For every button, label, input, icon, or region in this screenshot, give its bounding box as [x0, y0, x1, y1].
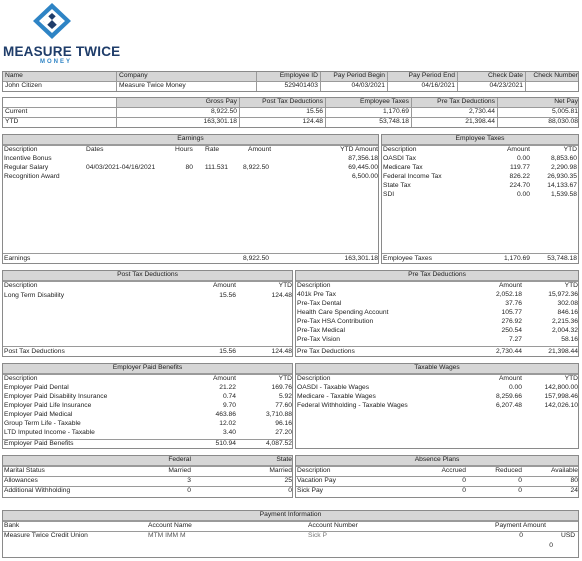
wh-label: Marital Status — [4, 467, 45, 474]
tax-ytd: 1,539.58 — [550, 191, 577, 198]
employee-id: 529401403 — [284, 82, 318, 89]
earn-hours: 80 — [185, 164, 193, 171]
pay-account-name: MTM IMM M — [148, 532, 186, 539]
col-period-begin: Pay Period Begin — [333, 72, 385, 79]
ben-ytd: 77.60 — [275, 402, 292, 409]
pre-hdr-desc: Description — [297, 282, 331, 289]
ben-amount: 0.74 — [222, 393, 236, 400]
wage-hdr-ytd: YTD — [564, 375, 578, 382]
post-hdr-ytd: YTD — [278, 282, 292, 289]
pay-hdr-account-name: Account Name — [148, 522, 192, 529]
tax-ytd: 8,853.60 — [550, 155, 577, 162]
ytd-post-tax: 124.48 — [302, 118, 323, 125]
brand-sub: MONEY — [40, 59, 73, 65]
post-total-label: Post Tax Deductions — [4, 348, 65, 355]
earn-desc: Recognition Award — [4, 173, 60, 180]
wage-hdr-desc: Description — [297, 375, 331, 382]
abs-hdr-accrued: Accrued — [441, 467, 466, 474]
check-date: 04/23/2021 — [489, 82, 523, 89]
pay-currency: USD — [561, 532, 576, 539]
pay-hdr-account-number: Account Number — [308, 522, 358, 529]
ben-amount: 21.22 — [219, 384, 236, 391]
ben-desc: Employer Paid Dental — [4, 384, 69, 391]
wage-amount: 8,259.66 — [495, 393, 522, 400]
ben-amount: 12.02 — [219, 420, 236, 427]
pre-tax-title: Pre Tax Deductions — [408, 271, 466, 278]
earn-hdr-ytd: YTD Amount — [340, 146, 378, 153]
pre-ytd: 2,004.32 — [551, 327, 578, 334]
post-tax-section — [2, 270, 293, 357]
hdr-employee-taxes: Employee Taxes — [360, 98, 409, 105]
earn-desc: Incentive Bonus — [4, 155, 52, 162]
current-pre-tax: 2,730.44 — [468, 108, 495, 115]
earn-hdr-hours: Hours — [175, 146, 193, 153]
abs-accrued: 0 — [462, 487, 466, 494]
hdr-post-tax: Post Tax Deductions — [262, 98, 323, 105]
pre-tax-section — [295, 270, 579, 357]
wh-hdr-state: State — [276, 456, 292, 463]
abs-reduced: 0 — [518, 477, 522, 484]
current-net: 5,005.81 — [551, 108, 578, 115]
wage-desc: Medicare - Taxable Wages — [297, 393, 376, 400]
ben-desc: Employer Paid Medical — [4, 411, 73, 418]
pre-desc: Health Care Spending Account — [297, 309, 389, 316]
wage-hdr-amount: Amount — [498, 375, 522, 382]
earn-total-amount: 8,922.50 — [243, 255, 270, 262]
tax-amount: 0.00 — [516, 155, 530, 162]
pre-amount: 276.92 — [501, 318, 522, 325]
tax-desc: OASDI Tax — [383, 155, 416, 162]
wages-title: Taxable Wages — [414, 364, 460, 371]
abs-hdr-available: Available — [550, 467, 578, 474]
col-period-end: Pay Period End — [408, 72, 455, 79]
emp-taxes-title: Employee Taxes — [455, 135, 505, 142]
post-amount: 15.56 — [219, 292, 236, 299]
wh-federal: 3 — [187, 477, 191, 484]
wage-ytd: 142,026.10 — [544, 402, 578, 409]
post-total-amount: 15.56 — [219, 348, 236, 355]
col-check-number: Check Number — [533, 72, 578, 79]
brand-name: MEASURE TWICE — [3, 44, 121, 59]
wh-hdr-federal: Federal — [168, 456, 191, 463]
hdr-net-pay: Net Pay — [554, 98, 578, 105]
current-post-tax: 15.56 — [306, 108, 323, 115]
absence-title: Absence Plans — [414, 456, 460, 463]
ben-ytd: 27.20 — [275, 429, 292, 436]
ytd-emp-taxes: 53,748.18 — [379, 118, 409, 125]
post-hdr-amount: Amount — [212, 282, 236, 289]
ytd-net: 88,030.08 — [548, 118, 578, 125]
ytd-pre-tax: 21,398.44 — [465, 118, 495, 125]
pre-amount: 250.54 — [501, 327, 522, 334]
post-total-ytd: 124.48 — [271, 348, 292, 355]
absence-section — [295, 455, 579, 498]
ben-desc: Employer Paid Life Insurance — [4, 402, 92, 409]
pre-total-label: Pre Tax Deductions — [297, 348, 355, 355]
pre-ytd: 302.08 — [557, 300, 578, 307]
ben-total-amount: 510.94 — [215, 440, 236, 447]
wh-federal: Married — [168, 467, 191, 474]
post-ytd: 124.48 — [271, 292, 292, 299]
tax-ytd: 14,133.67 — [547, 182, 577, 189]
earn-dates: 04/03/2021-04/16/2021 — [86, 164, 156, 171]
abs-reduced: 0 — [518, 487, 522, 494]
pre-ytd: 2,215.36 — [551, 318, 578, 325]
ben-ytd: 96.16 — [275, 420, 292, 427]
pay-amount-2: 0 — [549, 542, 553, 549]
pre-desc: Pre-Tax Vision — [297, 336, 340, 343]
employee-taxes-section — [381, 134, 579, 264]
pre-amount: 105.77 — [501, 309, 522, 316]
tax-amount: 0.00 — [516, 191, 530, 198]
tax-hdr-amount: Amount — [506, 146, 530, 153]
taxable-wages-section — [295, 363, 579, 449]
ytd-gross: 163,301.18 — [203, 118, 237, 125]
tax-hdr-ytd: YTD — [563, 146, 577, 153]
col-company: Company — [119, 72, 148, 79]
tax-hdr-desc: Description — [383, 146, 417, 153]
wh-label: Additional Withholding — [4, 487, 71, 494]
current-gross: 8,922.50 — [210, 108, 237, 115]
abs-desc: Sick Pay — [297, 487, 324, 494]
pre-desc: 401k Pre Tax — [297, 291, 336, 298]
ben-desc: Employer Paid Disability Insurance — [4, 393, 108, 400]
pre-ytd: 15,972.36 — [548, 291, 578, 298]
col-employee-id: Employee ID — [279, 72, 318, 79]
pre-desc: Pre-Tax HSA Contribution — [297, 318, 374, 325]
pre-ytd: 846.16 — [557, 309, 578, 316]
tax-desc: SDI — [383, 191, 395, 198]
earn-total-label: Earnings — [4, 255, 31, 262]
post-desc: Long Term Disability — [4, 292, 65, 299]
wage-desc: OASDI - Taxable Wages — [297, 384, 370, 391]
wh-state: 0 — [288, 487, 292, 494]
ben-hdr-amount: Amount — [212, 375, 236, 382]
earn-hdr-dates: Dates — [86, 146, 104, 153]
wh-federal: 0 — [187, 487, 191, 494]
abs-desc: Vacation Pay — [297, 477, 336, 484]
wage-ytd: 142,800.00 — [544, 384, 578, 391]
pay-hdr-bank: Bank — [4, 522, 20, 529]
pre-hdr-amount: Amount — [498, 282, 522, 289]
earn-hdr-rate: Rate — [205, 146, 220, 153]
employee-name: John Citizen — [5, 82, 42, 89]
abs-available: 80 — [570, 477, 578, 484]
wh-state: Married — [269, 467, 292, 474]
company-name: Measure Twice Money — [119, 82, 186, 89]
pre-amount: 2,052.18 — [495, 291, 522, 298]
pre-desc: Pre-Tax Dental — [297, 300, 342, 307]
pre-hdr-ytd: YTD — [564, 282, 578, 289]
ben-total-ytd: 4,087.52 — [265, 440, 292, 447]
pre-desc: Pre-Tax Medical — [297, 327, 345, 334]
tax-desc: State Tax — [383, 182, 411, 189]
tax-desc: Medicare Tax — [383, 164, 423, 171]
payment-section — [2, 510, 579, 558]
ben-hdr-desc: Description — [4, 375, 38, 382]
ben-amount: 9.70 — [222, 402, 236, 409]
wh-label: Allowances — [4, 477, 38, 484]
abs-accrued: 0 — [462, 477, 466, 484]
ben-amount: 463.86 — [215, 411, 236, 418]
earn-hdr-desc: Description — [4, 146, 38, 153]
tax-total-amount: 1,170.69 — [503, 255, 530, 262]
abs-hdr-desc: Description — [297, 467, 331, 474]
pre-amount: 37.76 — [505, 300, 522, 307]
pay-summary — [2, 97, 579, 128]
ben-ytd: 5.92 — [278, 393, 292, 400]
tax-amount: 119.77 — [510, 164, 530, 171]
pre-amount: 7.27 — [508, 336, 522, 343]
current-emp-taxes: 1,170.69 — [382, 108, 409, 115]
earn-desc: Regular Salary — [4, 164, 49, 171]
ben-amount: 3.40 — [222, 429, 236, 436]
wage-desc: Federal Withholding - Taxable Wages — [297, 402, 408, 409]
period-begin: 04/03/2021 — [351, 82, 385, 89]
earn-rate: 111.531 — [204, 164, 228, 171]
pre-ytd: 58.16 — [561, 336, 578, 343]
earn-ytd: 87,356.18 — [348, 155, 378, 162]
earn-ytd: 69,445.00 — [348, 164, 378, 171]
tax-total-ytd: 53,748.18 — [547, 255, 577, 262]
wage-amount: 6,207.48 — [495, 402, 522, 409]
tax-ytd: 2,290.98 — [550, 164, 577, 171]
earn-total-ytd: 163,301.18 — [344, 255, 378, 262]
hdr-pre-tax: Pre Tax Deductions — [437, 98, 495, 105]
wage-ytd: 157,998.46 — [544, 393, 578, 400]
pre-total-ytd: 21,398.44 — [548, 348, 578, 355]
ben-desc: LTD Imputed Income - Taxable — [4, 429, 95, 436]
earn-ytd: 6,500.00 — [351, 173, 378, 180]
wage-amount: 0.00 — [508, 384, 522, 391]
employer-benefits-section — [2, 363, 293, 449]
wh-state: 25 — [284, 477, 292, 484]
benefits-title: Employer Paid Benefits — [112, 364, 183, 371]
ben-desc: Group Term Life - Taxable — [4, 420, 81, 427]
abs-hdr-reduced: Reduced — [495, 467, 522, 474]
earnings-title: Earnings — [177, 135, 204, 142]
earnings-section — [2, 134, 379, 264]
row-ytd-label: YTD — [5, 118, 19, 125]
pay-hdr-amount: Payment Amount — [495, 522, 546, 529]
tax-ytd: 26,930.35 — [547, 173, 577, 180]
logo-mark-icon — [30, 2, 74, 40]
tax-amount: 224.70 — [509, 182, 530, 189]
col-name: Name — [5, 72, 23, 79]
tax-amount: 826.22 — [509, 173, 530, 180]
ben-ytd: 169.76 — [271, 384, 292, 391]
tax-desc: Federal Income Tax — [383, 173, 442, 180]
period-end: 04/16/2021 — [421, 82, 455, 89]
withholding-section — [2, 455, 293, 498]
tax-total-label: Employee Taxes — [383, 255, 432, 262]
post-tax-title: Post Tax Deductions — [117, 271, 178, 278]
pre-total-amount: 2,730.44 — [495, 348, 522, 355]
hdr-gross-pay: Gross Pay — [205, 98, 237, 105]
pay-amount: 0 — [519, 532, 523, 539]
earn-amount: 8,922.50 — [243, 164, 270, 171]
ben-hdr-ytd: YTD — [278, 375, 292, 382]
ben-total-label: Employer Paid Benefits — [4, 440, 74, 447]
pay-account-number: Sick P — [308, 532, 327, 539]
row-current-label: Current — [5, 108, 28, 115]
payment-title: Payment Information — [259, 511, 322, 518]
abs-available: 24 — [570, 487, 578, 494]
col-check-date: Check Date — [488, 72, 523, 79]
employee-info — [2, 71, 579, 92]
earn-hdr-amount: Amount — [248, 146, 272, 153]
pay-bank: Measure Twice Credit Union — [4, 532, 88, 539]
post-hdr-desc: Description — [4, 282, 38, 289]
ben-ytd: 3,710.88 — [265, 411, 292, 418]
